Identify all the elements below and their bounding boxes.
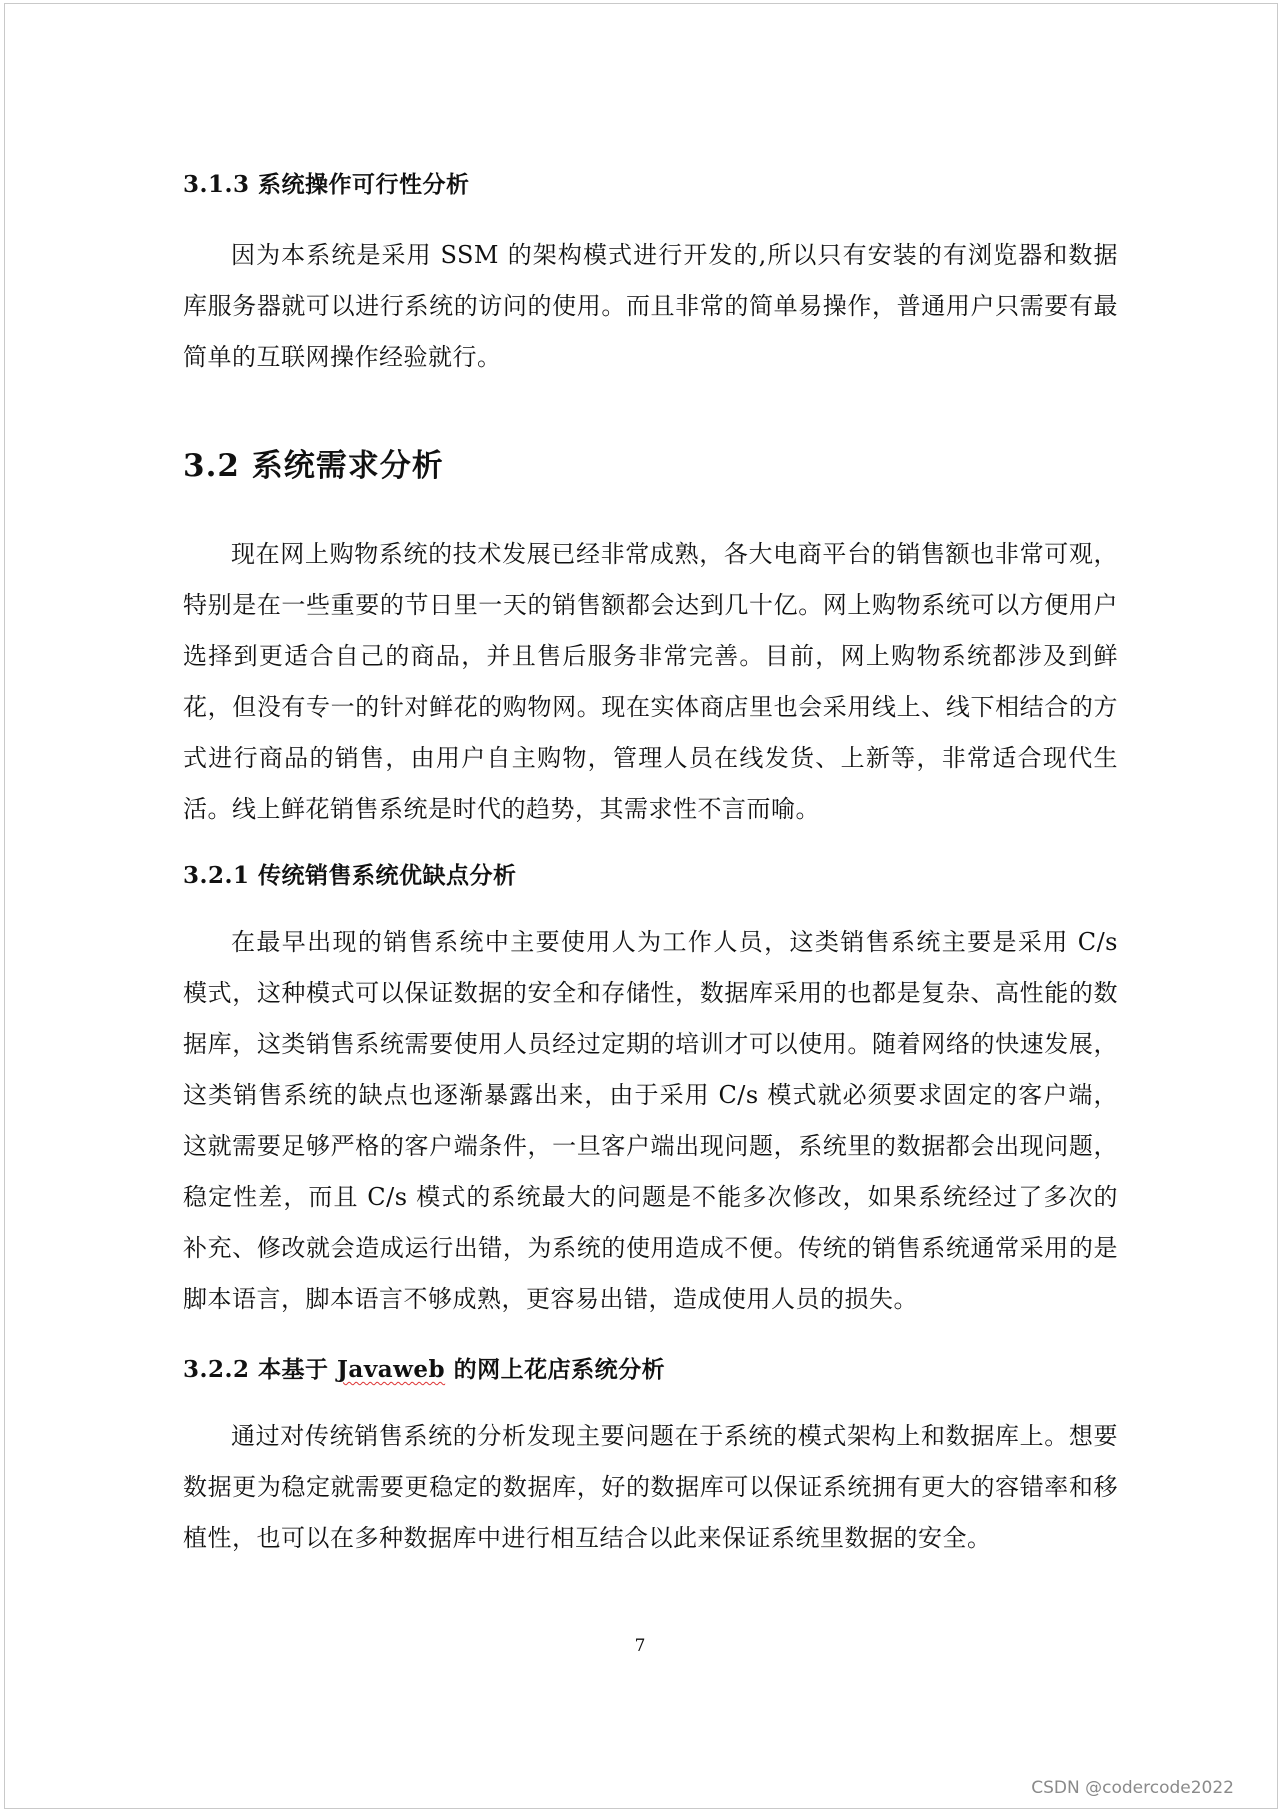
paragraph-flower-shop-analysis: 通过对传统销售系统的分析发现主要问题在于系统的模式架构上和数据库上。想要数据更为稳定就需要更稳定的数据库，好的数据库可以保证系统拥有更大的容错率和移植性，也可以在多种数据库中进行相互结合以此来保证系统里数据的安全。 [183,1422,1118,1552]
section-heading-3-2-2 [183,1335,1118,1405]
heading-text-suffix: 的网上花店系统分析 [445,1356,666,1383]
paragraph-traditional-sales: 在最早出现的销售系统中主要使用人为工作人员，这类销售系统主要是采用 C/s 模式，这种模式可以保证数据的安全和存储性，数据库采用的也都是复杂、高性能的数据库，这类销售系统需要使用人员经过定期的培训才可以使用。随着网络的快速发展，这类销售系统的缺点也逐渐暴露出来，由于采用 C/s 模式就必须要求固定的客户端，这就需要足够严格的客户端条件，一旦客户端出现问题，系统里的数据都会出现问题，稳定性差，而且 C/s 模式的系统最大的问题是不能多次修改，如果系统经过了多次的补充、修改就会造成运行出错，为系统的使用造成不便。传统的销售系统通常采用的是脚本语言，脚本语言不够成熟，更容易出错，造成使用人员的损失。 [183,928,1118,1313]
page-content [183,150,1118,1564]
spellcheck-word: Javaweb [337,1356,446,1383]
section-heading-3-1-3: 3.1.3 系统操作可行性分析 [183,171,470,198]
page-number: 7 [634,1636,646,1656]
heading-text-prefix: 3.2.2 本基于 [183,1356,338,1383]
paragraph-operability: 因为本系统是采用 SSM 的架构模式进行开发的,所以只有安装的有浏览器和数据库服务器就可以进行系统的访问的使用。而且非常的简单易操作，普通用户只需要有最简单的互联网操作经验就行。 [183,241,1118,371]
paragraph-requirements: 现在网上购物系统的技术发展已经非常成熟，各大电商平台的销售额也非常可观，特别是在一些重要的节日里一天的销售额都会达到几十亿。网上购物系统可以方便用户选择到更适合自己的商品，并且售后服务非常完善。目前，网上购物系统都涉及到鲜花，但没有专一的针对鲜花的购物网。现在实体商店里也会采用线上、线下相结合的方式进行商品的销售，由用户自主购物，管理人员在线发货、上新等，非常适合现代生活。线上鲜花销售系统是时代的趋势，其需求性不言而喻。 [183,540,1118,823]
section-heading-3-2: 3.2 系统需求分析 [183,448,444,484]
csdn-watermark: CSDN @codercode2022 [1031,1778,1234,1798]
section-heading-3-2-1: 3.2.1 传统销售系统优缺点分析 [183,862,517,889]
